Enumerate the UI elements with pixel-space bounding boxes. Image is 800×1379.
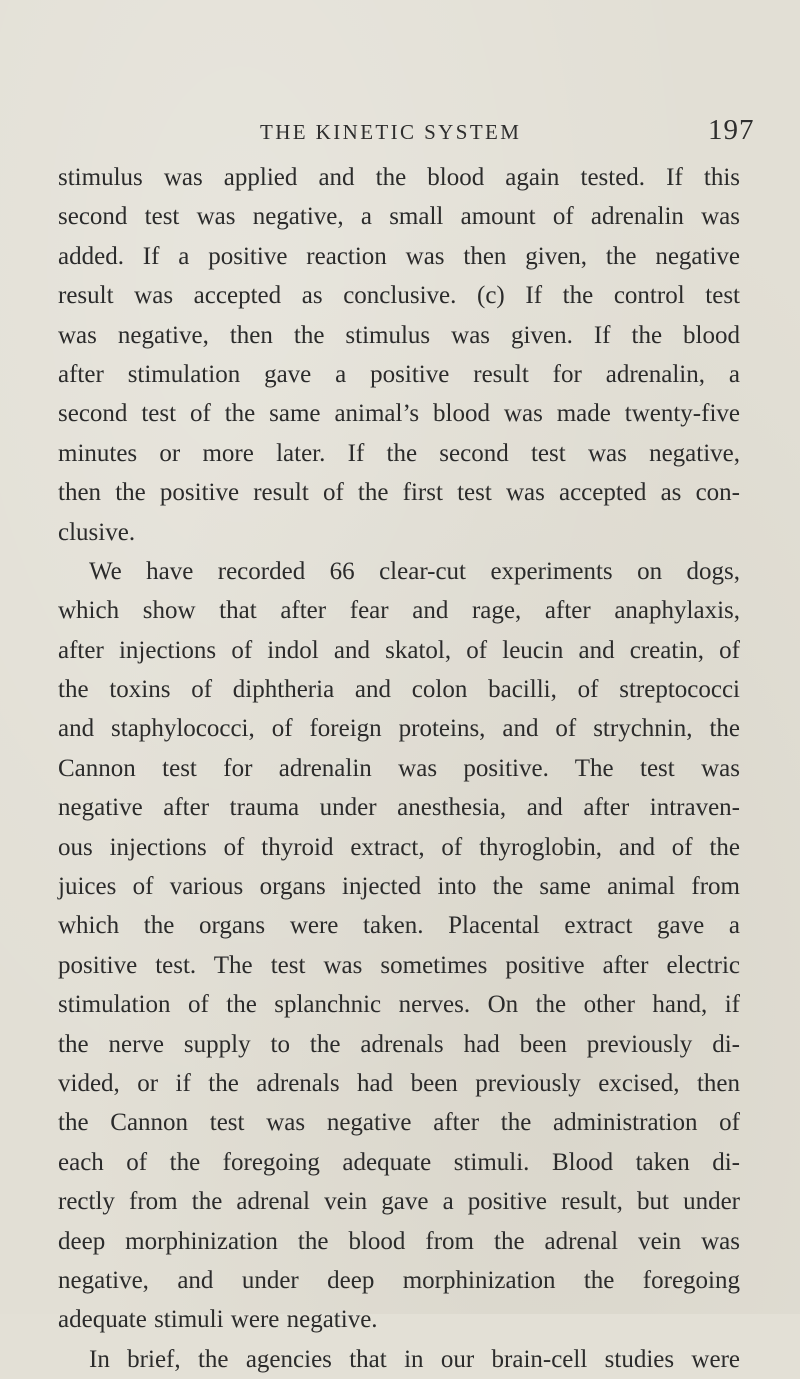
text-line: minutes or more later. If the second test was negative, xyxy=(58,439,740,467)
text-line: was negative, then the stimulus was given. If the blood xyxy=(58,321,740,349)
text-line: after stimulation gave a positive result for adrenalin, a xyxy=(58,360,740,388)
text-line: stimulus was applied and the blood again tested. If this xyxy=(58,164,740,191)
text-line: the nerve supply to the adrenals had been previously di- xyxy=(58,1030,740,1058)
text-line: the Cannon test was negative after the administration of xyxy=(58,1109,740,1137)
text-line: added. If a positive reaction was then given, the negative xyxy=(58,242,740,270)
text-line: then the positive result of the first test was accepted as con- xyxy=(58,479,740,507)
running-head xyxy=(0,114,800,154)
text-line: second test of the same animal’s blood was made twenty-five xyxy=(58,400,740,428)
text-line: stimulation of the splanchnic nerves. On the other hand, if xyxy=(58,991,740,1019)
text-line: the toxins of diphtheria and colon bacilli, of streptococci xyxy=(58,676,740,704)
text-line: which the organs were taken. Placental extract gave a xyxy=(58,912,740,940)
text-line: vided, or if the adrenals had been previously excised, then xyxy=(58,1069,740,1097)
text-line: We have recorded 66 clear-cut experiments on dogs, xyxy=(89,557,740,585)
text-line: In brief, the agencies that in our brain-cell studies were xyxy=(89,1345,740,1373)
body-text xyxy=(58,158,740,1379)
text-line: and staphylococci, of foreign proteins, and of strychnin, the xyxy=(58,715,740,743)
text-line: deep morphinization the blood from the adrenal vein was xyxy=(58,1227,740,1255)
text-line: adequate stimuli were negative. xyxy=(58,1306,378,1334)
running-title: THE KINETIC SYSTEM xyxy=(260,120,522,144)
text-line: rectly from the adrenal vein gave a positive result, but under xyxy=(58,1188,740,1216)
text-line: juices of various organs injected into the same animal from xyxy=(58,873,740,901)
text-line: ous injections of thyroid extract, of thyroglobin, and of the xyxy=(58,833,740,861)
text-line: result was accepted as conclusive. (c) If the control test xyxy=(58,282,740,310)
text-line: negative after trauma under anesthesia, and after intraven- xyxy=(58,794,740,822)
text-line: Cannon test for adrenalin was positive. The test was xyxy=(58,754,740,782)
text-line: after injections of indol and skatol, of leucin and creatin, of xyxy=(58,636,740,664)
text-line: which show that after fear and rage, after anaphylaxis, xyxy=(58,597,740,625)
text-line: positive test. The test was sometimes positive after electric xyxy=(58,951,740,979)
page-number: 197 xyxy=(708,114,755,146)
text-line: second test was negative, a small amount of adrenalin was xyxy=(58,203,740,231)
text-line: negative, and under deep morphinization the foregoing xyxy=(58,1266,740,1294)
text-line: each of the foregoing adequate stimuli. Blood taken di- xyxy=(58,1148,740,1176)
text-line: clusive. xyxy=(58,518,136,546)
